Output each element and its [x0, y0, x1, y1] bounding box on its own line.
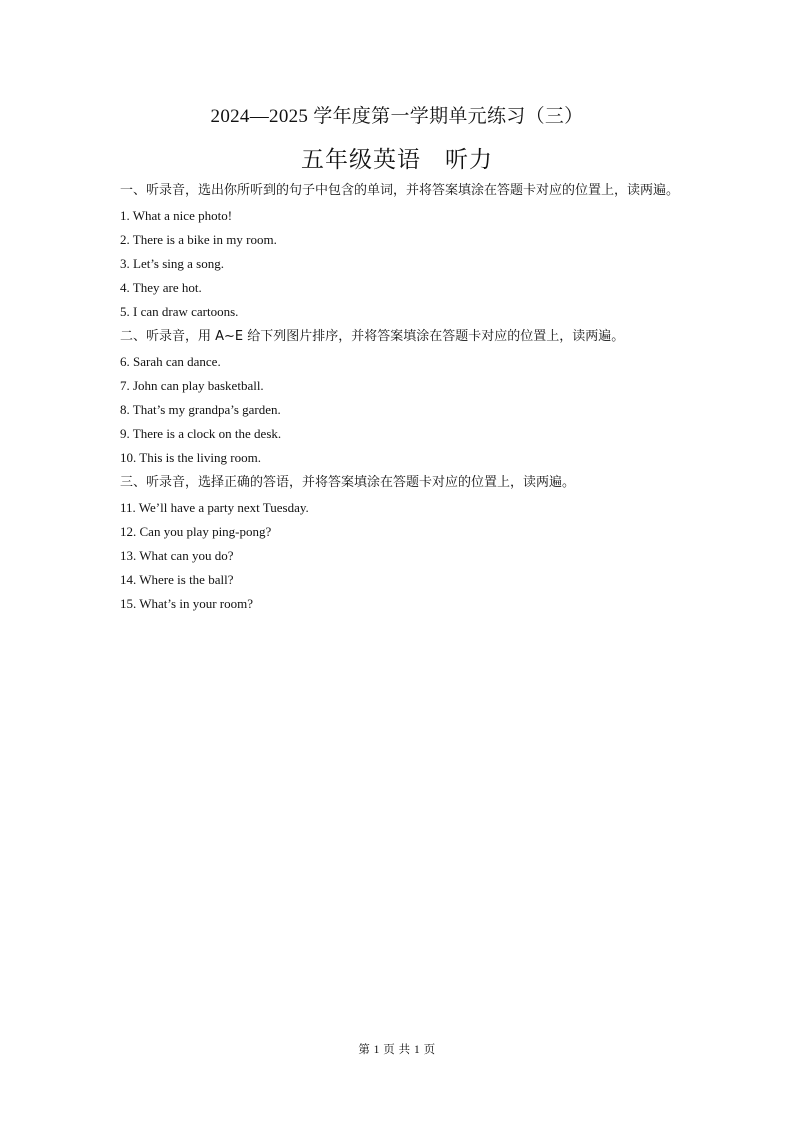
list-item: 14. Where is the ball? — [120, 572, 234, 587]
document-subtitle: 五年级英语 听力 — [301, 147, 493, 172]
list-item: 15. What’s in your room? — [120, 596, 253, 611]
section-heading: 三、听录音，选择正确的答语，并将答案填涂在答题卡对应的位置上，读两遍。 — [120, 475, 576, 490]
section-3 — [120, 470, 680, 616]
list-item: 9. There is a clock on the desk. — [120, 426, 282, 441]
page-footer: 第 1 页 共 1 页 — [358, 1044, 436, 1056]
document-body — [120, 178, 680, 616]
list-item: 8. That’s my grandpa’s garden. — [120, 402, 281, 417]
section-heading: 一、听录音，选出你所听到的句子中包含的单词，并将答案填涂在答题卡对应的位置上，读两遍。 — [120, 183, 680, 198]
list-item: 12. Can you play ping-pong? — [120, 524, 272, 539]
list-item: 6. Sarah can dance. — [120, 354, 221, 369]
list-item: 13. What can you do? — [120, 548, 234, 563]
section-2 — [120, 324, 680, 470]
list-item: 2. There is a bike in my room. — [120, 232, 277, 247]
section-1 — [120, 178, 680, 324]
list-item: 10. This is the living room. — [120, 450, 261, 465]
section-heading: 二、听录音，用 A~E 给下列图片排序，并将答案填涂在答题卡对应的位置上，读两遍。 — [120, 329, 625, 344]
list-item: 3. Let’s sing a song. — [120, 256, 224, 271]
list-item: 5. I can draw cartoons. — [120, 304, 239, 319]
list-item: 7. John can play basketball. — [120, 378, 264, 393]
list-item: 1. What a nice photo! — [120, 208, 233, 223]
document-title: 2024—2025 学年度第一学期单元练习（三） — [210, 106, 584, 127]
list-item: 11. We’ll have a party next Tuesday. — [120, 500, 309, 515]
list-item: 4. They are hot. — [120, 280, 202, 295]
